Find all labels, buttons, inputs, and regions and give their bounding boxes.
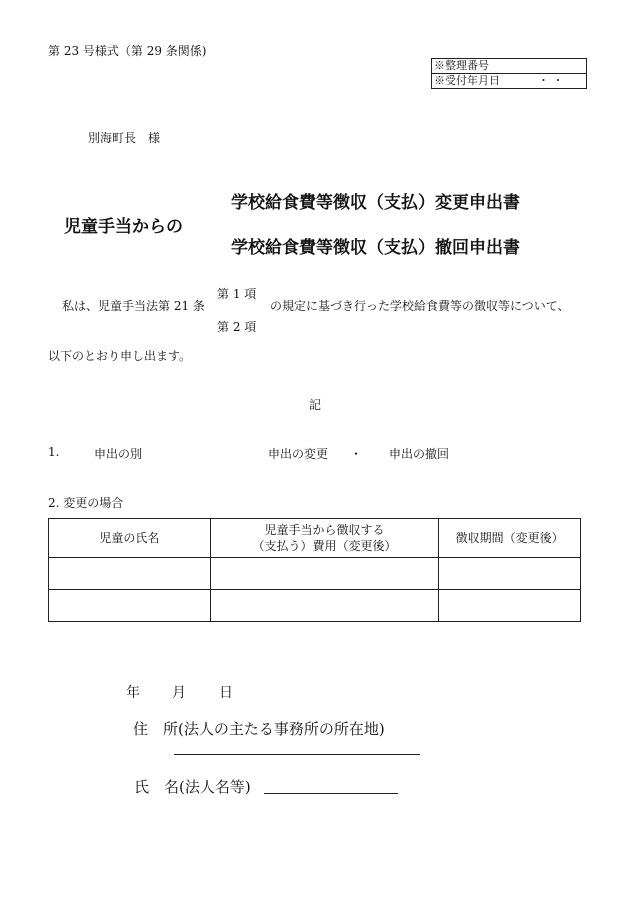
paragraph-option-2[interactable]: 第 2 項 <box>217 320 257 334</box>
header-fee-line2: （支払う）費用（変更後） <box>252 539 397 553</box>
address-label: 住 所(法人の主たる事務所の所在地) <box>133 720 385 738</box>
period-cell[interactable] <box>439 590 581 622</box>
fee-cell[interactable] <box>210 590 439 622</box>
period-cell[interactable] <box>439 558 581 590</box>
body-text-statute: 私は、児童手当法第 21 条 <box>62 299 205 313</box>
ki-heading: 記 <box>309 398 322 412</box>
date-month-label: 月 <box>172 685 186 701</box>
request-change-option[interactable]: 申出の変更 <box>268 447 329 461</box>
title-prefix: 児童手当からの <box>64 217 183 237</box>
section1-number: 1. <box>48 445 60 459</box>
child-name-cell[interactable] <box>49 558 211 590</box>
title-option-withdraw[interactable]: 学校給食費等徴収（支払）撤回申出書 <box>231 238 520 258</box>
title-option-change[interactable]: 学校給食費等徴収（支払）変更申出書 <box>231 193 520 213</box>
name-label: 氏 名(法人名等) <box>134 778 251 796</box>
body-text-provision: の規定に基づき行った学校給食費等の徴収等について、 <box>270 299 570 313</box>
option-separator: ・ <box>350 447 363 461</box>
table-row <box>49 558 581 590</box>
table-header-row <box>49 519 581 558</box>
child-name-cell[interactable] <box>49 590 211 622</box>
date-year-label: 年 <box>126 685 140 701</box>
change-table <box>48 518 581 622</box>
address-input-line[interactable] <box>174 754 420 755</box>
received-date-field[interactable] <box>432 74 587 89</box>
paragraph-option-1[interactable]: 第 1 項 <box>217 287 257 301</box>
header-child-name: 児童の氏名 <box>49 519 211 558</box>
header-fee-line1: 児童手当から徴収する <box>264 523 385 537</box>
registration-box <box>431 58 587 89</box>
fee-cell[interactable] <box>210 558 439 590</box>
section2-heading: 2. 変更の場合 <box>48 496 124 510</box>
received-date-dots: ・ ・ <box>538 74 564 87</box>
received-date-label: ※受付年月日 <box>434 74 500 87</box>
date-day-label: 日 <box>219 685 233 701</box>
form-number: 第 23 号様式（第 29 条関係) <box>48 44 207 58</box>
name-input-line[interactable] <box>264 793 398 794</box>
header-period: 徴収期間（変更後） <box>439 519 581 558</box>
header-fee <box>210 519 439 558</box>
registration-number-field[interactable]: ※整理番号 <box>432 59 587 74</box>
addressee: 別海町長 様 <box>88 131 161 145</box>
request-withdraw-option[interactable]: 申出の撤回 <box>389 447 450 461</box>
table-row <box>49 590 581 622</box>
body-text-closing: 以下のとおり申し出ます。 <box>48 349 192 363</box>
section1-label: 申出の別 <box>94 447 143 461</box>
